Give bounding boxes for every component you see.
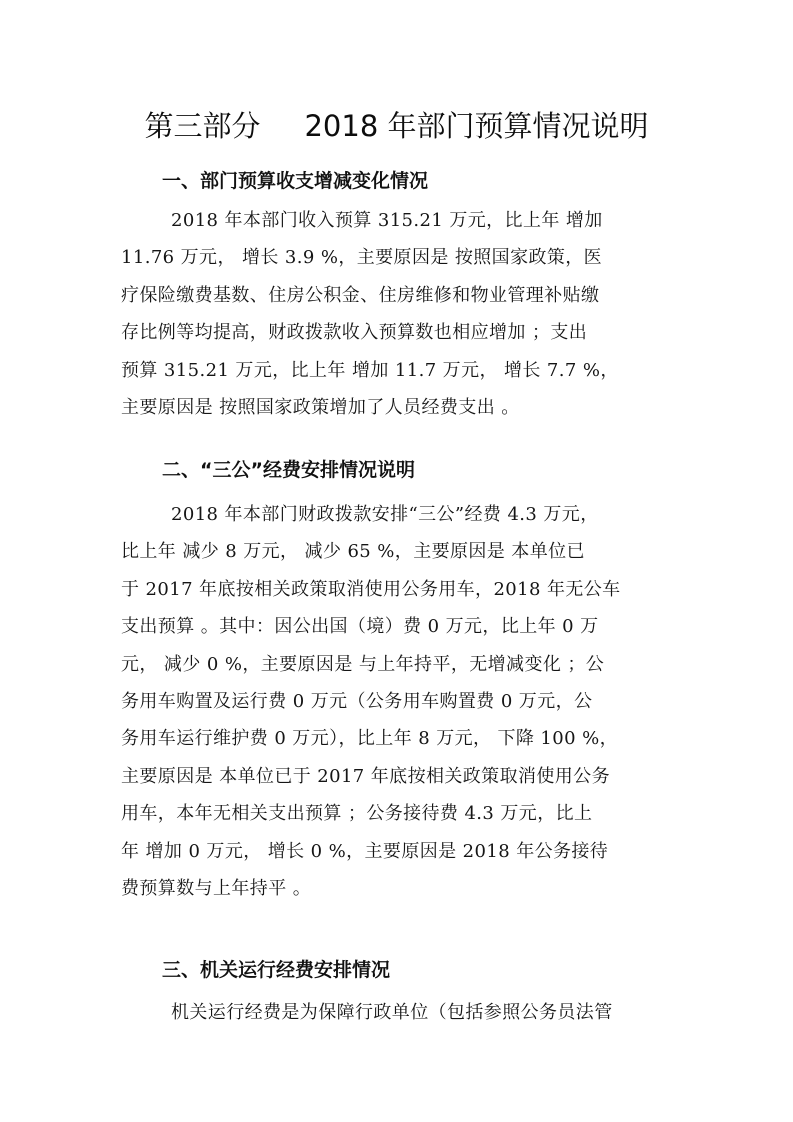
section-paragraph-three-public-expenses xyxy=(121,496,673,907)
paragraph-line: 主要原因是 本单位已于 2017 年底按相关政策取消使用公务 xyxy=(121,765,610,787)
title-part-label: 第三部分 xyxy=(144,109,261,143)
paragraph-line: 务用车购置及运行费 0 万元（公务用车购置费 0 万元，公 xyxy=(121,690,593,712)
paragraph-line: 疗保险缴费基数、住房公积金、住房维修和物业管理补贴缴 xyxy=(121,284,600,306)
paragraph-line: 费预算数与上年持平 。 xyxy=(121,877,312,899)
paragraph-line: 年 增加 0 万元， 增长 0 %，主要原因是 2018 年公务接待 xyxy=(121,840,609,862)
paragraph-line: 比上年 减少 8 万元， 减少 65 %，主要原因是 本单位已 xyxy=(121,541,585,563)
title-main-label: 2018 年部门预算情况说明 xyxy=(304,109,649,143)
paragraph-line: 支出预算 。其中：因公出国（境）费 0 万元，比上年 0 万 xyxy=(121,616,599,638)
section-paragraph-budget-changes xyxy=(121,202,673,426)
paragraph-line: 2018 年本部门财政拨款安排“三公”经费 4.3 万元， xyxy=(171,504,599,525)
section-heading-budget-changes: 一、部门预算收支增减变化情况 xyxy=(162,170,429,192)
paragraph-line: 预算 315.21 万元，比上年 增加 11.7 万元， 增长 7.7 %， xyxy=(121,359,619,381)
page-title xyxy=(0,104,793,148)
paragraph-line: 2018 年本部门收入预算 315.21 万元，比上年 增加 xyxy=(171,210,603,231)
paragraph-line: 用车，本年无相关支出预算 ；公务接待费 4.3 万元，比上 xyxy=(121,803,593,825)
section-heading-three-public-expenses: 二、“三公”经费安排情况说明 xyxy=(162,459,415,481)
paragraph-line: 11.76 万元， 增长 3.9 %，主要原因是 按照国家政策，医 xyxy=(121,247,603,269)
paragraph-line: 于 2017 年底按相关政策取消使用公务用车，2018 年无公车 xyxy=(121,578,621,600)
paragraph-line: 存比例等均提高，财政拨款收入预算数也相应增加 ；支出 xyxy=(121,322,588,344)
paragraph-line: 机关运行经费是为保障行政单位（包括参照公务员法管 xyxy=(171,1002,613,1023)
section-paragraph-operating-expenses xyxy=(121,994,673,1031)
paragraph-line: 务用车运行维护费 0 万元），比上年 8 万元， 下降 100 %， xyxy=(121,728,619,750)
paragraph-line: 元， 减少 0 %，主要原因是 与上年持平，无增减变化 ；公 xyxy=(121,653,605,675)
paragraph-line: 主要原因是 按照国家政策增加了人员经费支出 。 xyxy=(121,396,520,418)
section-heading-operating-expenses: 三、机关运行经费安排情况 xyxy=(162,959,391,981)
